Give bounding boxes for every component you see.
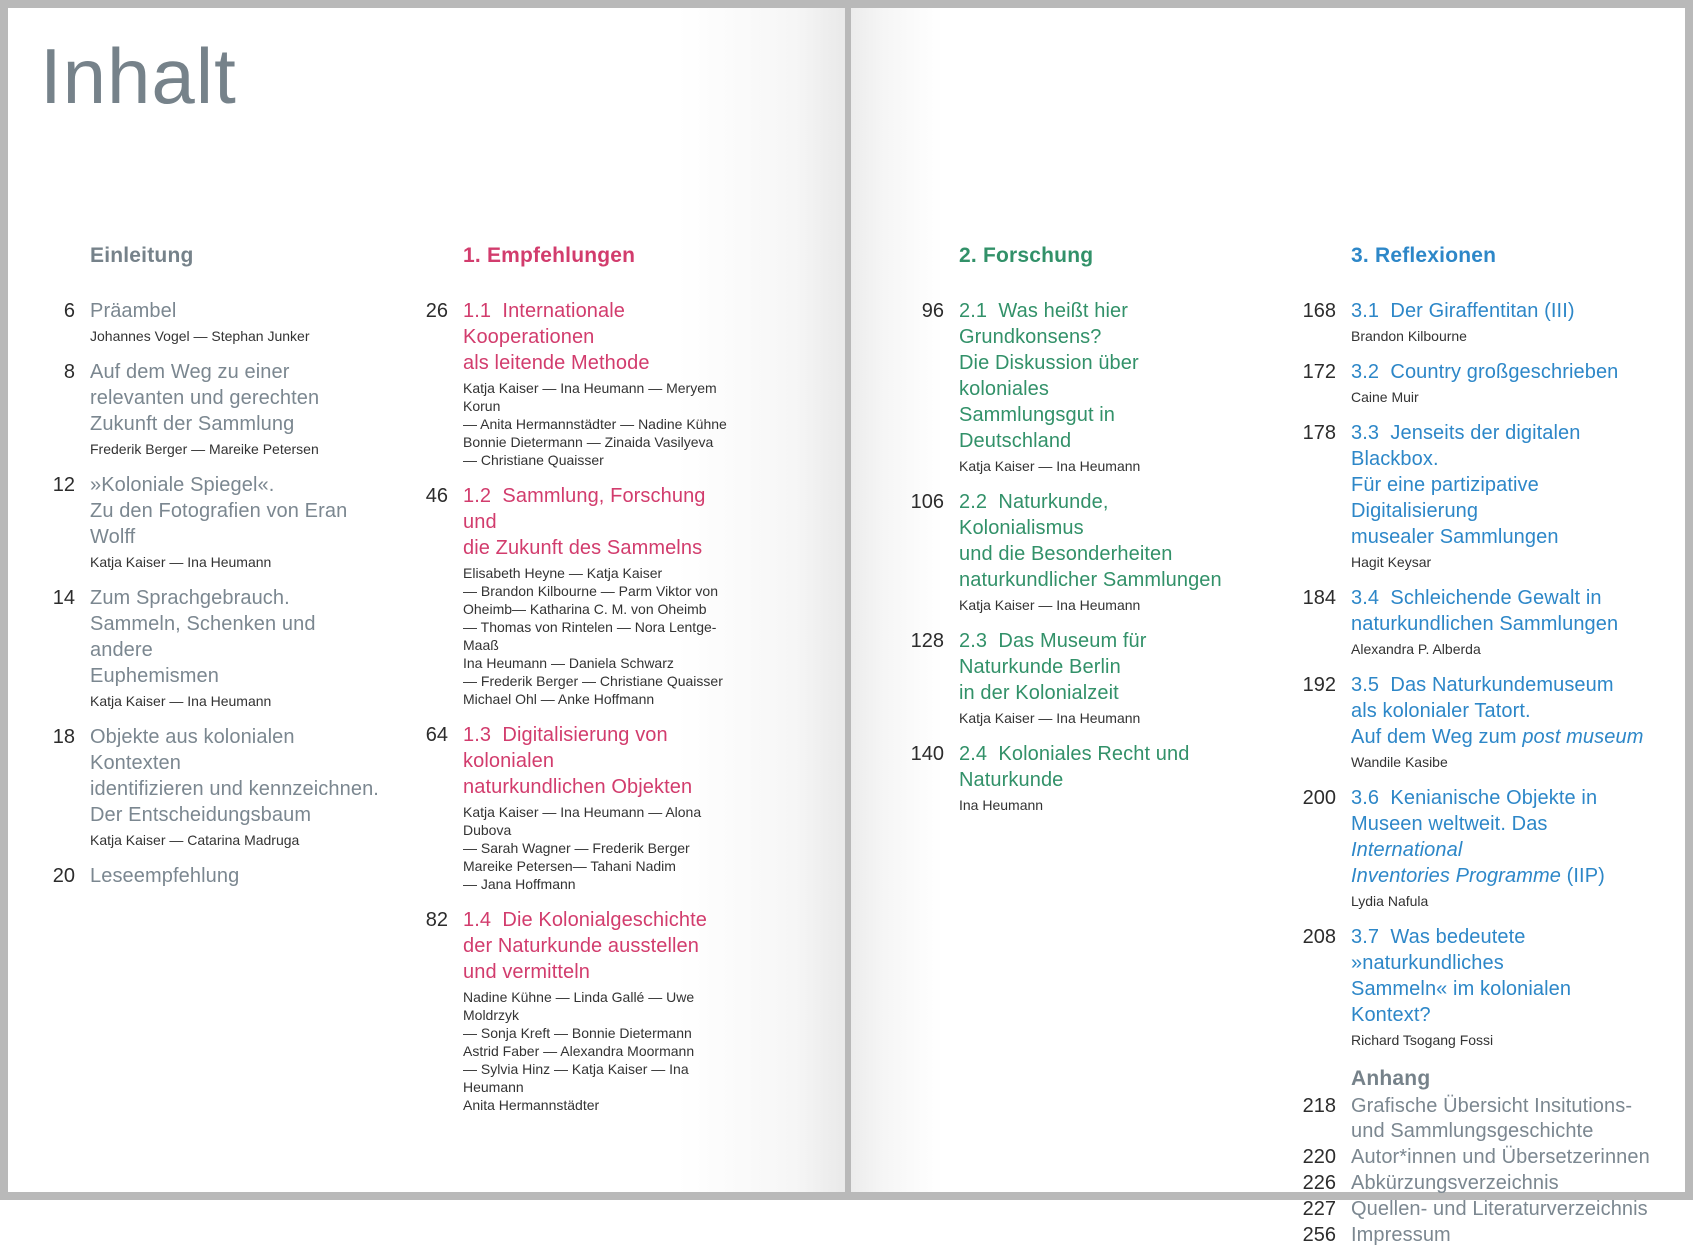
toc-author-line: — Anita Hermannstädter — Nadine Kühne (463, 416, 727, 432)
section-heading: 2. Forschung (959, 244, 1094, 267)
toc-entry-authors (959, 457, 1228, 475)
page-left (8, 8, 845, 1192)
toc-page-number: 168 (1302, 300, 1336, 322)
toc-title-line: 3.7 Was bedeutete »naturkundliches (1351, 926, 1532, 974)
toc-author-line: — Christiane Quaisser (463, 452, 604, 468)
toc-page-number: 96 (921, 300, 944, 322)
toc-page-number: 178 (1302, 422, 1336, 444)
toc-entry-title (90, 298, 379, 324)
toc-author-line: Anita Hermannstädter (463, 1097, 600, 1113)
toc-author-line: Frederik Berger — Mareike Petersen (90, 441, 319, 457)
toc-entry-title (1351, 420, 1650, 550)
toc-author-line: Wandile Kasibe (1351, 754, 1448, 770)
toc-author-line: Oheimb— Katharina C. M. von Oheimb (463, 601, 707, 617)
toc-page-number: 227 (1302, 1198, 1336, 1220)
page-title: Inhalt (40, 32, 237, 120)
toc-entry-title (463, 722, 740, 800)
toc-page-number: 6 (63, 300, 75, 322)
toc-page-number: 64 (425, 724, 448, 746)
toc-entry-body (463, 483, 740, 708)
section-heading: 3. Reflexionen (1351, 244, 1497, 267)
toc-entry-body (463, 907, 740, 1114)
toc-entry (896, 489, 1228, 614)
toc-page-number: 208 (1302, 926, 1336, 948)
page-right (851, 8, 1685, 1246)
toc-page-number: 172 (1302, 361, 1336, 383)
toc-entry-title (90, 359, 379, 437)
toc-title-line: Auf dem Weg zum post museum (1351, 726, 1644, 748)
toc-entry-authors (1351, 892, 1650, 910)
toc-author-line: Nadine Kühne — Linda Gallé — Uwe Moldrzyk (463, 989, 699, 1023)
toc-entry-authors (463, 988, 740, 1114)
toc-page-number: 18 (52, 726, 75, 748)
section-heading: 1. Empfehlungen (463, 244, 636, 267)
toc-title-line: Sammeln, Schenken und andere (90, 613, 322, 661)
toc-author-line: Ina Heumann (959, 797, 1044, 813)
toc-title-line: Der Entscheidungsbaum (90, 804, 312, 826)
toc-page-number: 26 (425, 300, 448, 322)
toc-entry-title (1351, 359, 1650, 385)
toc-title-line: 2.1 Was heißt hier Grundkonsens? (959, 300, 1134, 348)
toc-title-line: 3.3 Jenseits der digitalen Blackbox. (1351, 422, 1587, 470)
toc-entry-body (90, 472, 379, 571)
toc-author-line: Bonnie Dietermann — Zinaida Vasilyeva (463, 434, 714, 450)
toc-entry (400, 722, 740, 893)
toc-entry-body (959, 298, 1228, 475)
toc-entry-title (1351, 585, 1650, 637)
toc-entry-title (1351, 672, 1650, 750)
toc-title-line: 2.2 Naturkunde, Kolonialismus (959, 491, 1115, 539)
toc-entry-body (90, 724, 379, 849)
toc-entry-authors (90, 831, 379, 849)
toc-page-number: 226 (1302, 1172, 1336, 1194)
toc-title-line: Museen weltweit. Das International (1351, 813, 1554, 861)
toc-entry-body (1351, 1223, 1650, 1248)
toc-entry-body (90, 359, 379, 458)
toc-section-empfehlungen (400, 243, 740, 1128)
toc-title-line: »Koloniale Spiegel«. (90, 474, 275, 496)
toc-title-line: 1.4 Die Kolonialgeschichte (463, 909, 707, 931)
toc-entry-authors (463, 564, 740, 708)
toc-entry-title (1351, 1223, 1650, 1248)
toc-entry-body (1351, 1197, 1650, 1222)
toc-entry (27, 298, 379, 345)
toc-entry-title (1351, 298, 1650, 324)
toc-entry-body (1351, 420, 1650, 571)
toc-author-line: Brandon Kilbourne (1351, 328, 1467, 344)
toc-entry (1288, 359, 1650, 406)
toc-author-line: Caine Muir (1351, 389, 1419, 405)
toc-entry-authors (959, 709, 1228, 727)
toc-title-line: identifizieren und kennzeichnen. (90, 778, 379, 800)
toc-page-number: 14 (52, 587, 75, 609)
toc-entry (896, 628, 1228, 727)
toc-author-line: — Frederik Berger — Christiane Quaisser (463, 673, 723, 689)
toc-page-number: 192 (1302, 674, 1336, 696)
toc-entry-body (1351, 672, 1650, 771)
toc-entry-body (1351, 1145, 1650, 1170)
toc-title-line: Quellen- und Literaturverzeichnis (1351, 1198, 1648, 1220)
toc-author-line: — Sonja Kreft — Bonnie Dietermann (463, 1025, 692, 1041)
toc-author-line: Katja Kaiser — Catarina Madruga (90, 832, 300, 848)
toc-entry (400, 298, 740, 469)
toc-entry-authors (1351, 1031, 1650, 1049)
toc-entry-title (1351, 785, 1650, 889)
toc-author-line: Katja Kaiser — Ina Heumann (90, 693, 272, 709)
toc-author-line: Katja Kaiser — Ina Heumann (90, 554, 272, 570)
toc-title-line: die Zukunft des Sammelns (463, 537, 703, 559)
toc-title-line: Auf dem Weg zu einer (90, 361, 290, 383)
toc-entry-title (1351, 1171, 1650, 1196)
toc-title-line: 3.2 Country großgeschrieben (1351, 361, 1619, 383)
toc-entry-body (1351, 785, 1650, 910)
toc-entry (1288, 785, 1650, 910)
toc-author-line: — Jana Hoffmann (463, 876, 576, 892)
toc-entry (27, 359, 379, 458)
toc-author-line: Alexandra P. Alberda (1351, 641, 1481, 657)
toc-entry (27, 472, 379, 571)
toc-title-line: naturkundlichen Objekten (463, 776, 693, 798)
toc-entry-authors (90, 553, 379, 571)
toc-title-line: Autor*innen und Übersetzerinnen (1351, 1146, 1650, 1168)
toc-title-line: naturkundlichen Sammlungen (1351, 613, 1619, 635)
toc-page-number: 218 (1302, 1095, 1336, 1117)
toc-title-line: Leseempfehlung (90, 865, 240, 887)
toc-title-line: 2.3 Das Museum für (959, 630, 1147, 652)
toc-entry-authors (959, 596, 1228, 614)
toc-section-forschung (896, 243, 1228, 828)
toc-entry-body (959, 489, 1228, 614)
toc-section-reflexionen (1288, 243, 1650, 1249)
toc-author-line: Johannes Vogel — Stephan Junker (90, 328, 310, 344)
toc-title-line: und die Besonderheiten (959, 543, 1173, 565)
toc-author-line: Hagit Keysar (1351, 554, 1432, 570)
toc-entry-authors (463, 379, 740, 469)
toc-entry-title (1351, 1197, 1650, 1222)
toc-entry-body (1351, 585, 1650, 658)
toc-entry-authors (1351, 753, 1650, 771)
toc-entry (1288, 298, 1650, 345)
toc-title-line: 3.6 Kenianische Objekte in (1351, 787, 1598, 809)
toc-title-line: Objekte aus kolonialen Kontexten (90, 726, 301, 774)
toc-page-number: 200 (1302, 787, 1336, 809)
toc-entry-body (1351, 359, 1650, 406)
toc-title-line: relevanten und gerechten (90, 387, 320, 409)
toc-author-line: Katja Kaiser — Ina Heumann — Alona Dubova (463, 804, 706, 838)
toc-author-line: Katja Kaiser — Ina Heumann (959, 597, 1141, 613)
toc-title-line: 1.2 Sammlung, Forschung und (463, 485, 712, 533)
toc-page-number: 20 (52, 865, 75, 887)
toc-section-anhang (1288, 1066, 1650, 1248)
toc-entry-authors (1351, 640, 1650, 658)
toc-author-line: Katja Kaiser — Ina Heumann (959, 458, 1141, 474)
toc-title-line: Sammlungsgut in Deutschland (959, 404, 1121, 452)
toc-entry (27, 724, 379, 849)
toc-page-number: 140 (910, 743, 944, 765)
toc-page-number: 256 (1302, 1224, 1336, 1246)
toc-title-line: 2.4 Koloniales Recht und (959, 743, 1190, 765)
toc-title-line: Abkürzungsverzeichnis (1351, 1172, 1559, 1194)
toc-entry-title (90, 585, 379, 689)
toc-title-line: als leitende Methode (463, 352, 650, 374)
toc-entry-authors (1351, 327, 1650, 345)
toc-entry (400, 483, 740, 708)
toc-author-line: Richard Tsogang Fossi (1351, 1032, 1494, 1048)
toc-entry-title (463, 298, 740, 376)
toc-entry-body (1351, 298, 1650, 345)
toc-entry-body (1351, 924, 1650, 1049)
toc-entry-body (90, 863, 379, 889)
toc-entry (27, 585, 379, 710)
toc-entry (896, 298, 1228, 475)
toc-entry (896, 741, 1228, 814)
toc-title-line: Zu den Fotografien von Eran Wolff (90, 500, 353, 548)
toc-page-number: 106 (910, 491, 944, 513)
toc-entry-title (959, 298, 1228, 454)
toc-title-line: Euphemismen (90, 665, 219, 687)
toc-author-line: Ina Heumann — Daniela Schwarz (463, 655, 674, 671)
toc-entry-authors (90, 440, 379, 458)
toc-entry-body (959, 628, 1228, 727)
toc-entry-authors (1351, 388, 1650, 406)
toc-author-line: — Sarah Wagner — Frederik Berger (463, 840, 690, 856)
section-heading: Anhang (1351, 1067, 1431, 1090)
toc-title-line: Zum Sprachgebrauch. (90, 587, 290, 609)
toc-entry-body (463, 722, 740, 893)
toc-entry (1288, 1094, 1650, 1144)
toc-entry (1288, 585, 1650, 658)
toc-entry-body (463, 298, 740, 469)
toc-entry-authors (959, 796, 1228, 814)
toc-title-line: und Sammlungsgeschichte (1351, 1120, 1594, 1142)
toc-author-line: — Thomas von Rintelen — Nora Lentge-Maaß (463, 619, 717, 653)
toc-entry-authors (90, 327, 379, 345)
toc-entry-title (463, 907, 740, 985)
toc-page-number: 128 (910, 630, 944, 652)
toc-entry (1288, 1197, 1650, 1222)
toc-title-line: Grafische Übersicht Insitutions- (1351, 1095, 1633, 1117)
toc-entry-title (959, 489, 1228, 593)
toc-title-line: 3.1 Der Giraffentitan (III) (1351, 300, 1575, 322)
toc-title-line: 1.1 Internationale Kooperationen (463, 300, 631, 348)
toc-entry (400, 907, 740, 1114)
toc-author-line: Elisabeth Heyne — Katja Kaiser (463, 565, 663, 581)
toc-title-line: und vermitteln (463, 961, 591, 983)
toc-page-number: 12 (52, 474, 75, 496)
toc-entry (1288, 924, 1650, 1049)
toc-title-line: Inventories Programme (IIP) (1351, 865, 1605, 887)
toc-title-line: Naturkunde Berlin (959, 656, 1121, 678)
toc-entry (1288, 1145, 1650, 1170)
toc-title-line: Zukunft der Sammlung (90, 413, 295, 435)
toc-entry-body (90, 298, 379, 345)
toc-title-line: Präambel (90, 300, 177, 322)
toc-entry-title (90, 724, 379, 828)
toc-entry-authors (90, 692, 379, 710)
toc-entry-authors (463, 803, 740, 893)
toc-section-einleitung (27, 243, 379, 903)
toc-title-line: Naturkunde (959, 769, 1064, 791)
toc-title-line: Impressum (1351, 1224, 1451, 1246)
toc-title-line: musealer Sammlungen (1351, 526, 1559, 548)
section-heading: Einleitung (90, 244, 194, 267)
toc-title-line: Für eine partizipative Digitalisierung (1351, 474, 1545, 522)
toc-entry (1288, 420, 1650, 571)
toc-author-line: Astrid Faber — Alexandra Moormann (463, 1043, 695, 1059)
toc-entry-body (1351, 1171, 1650, 1196)
toc-entry-title (1351, 924, 1650, 1028)
toc-title-line: 1.3 Digitalisierung von kolonialen (463, 724, 674, 772)
toc-title-line: Sammeln« im kolonialen Kontext? (1351, 978, 1577, 1026)
toc-title-line: Die Diskussion über koloniales (959, 352, 1145, 400)
toc-title-line: 3.4 Schleichende Gewalt in (1351, 587, 1602, 609)
toc-entry-title (959, 628, 1228, 706)
toc-entry-title (1351, 1145, 1650, 1170)
toc-author-line: Katja Kaiser — Ina Heumann (959, 710, 1141, 726)
toc-title-line: 3.5 Das Naturkundemuseum (1351, 674, 1614, 696)
toc-author-line: — Brandon Kilbourne — Parm Viktor von (463, 583, 718, 599)
toc-author-line: — Sylvia Hinz — Katja Kaiser — Ina Heumann (463, 1061, 693, 1095)
toc-entry-body (959, 741, 1228, 814)
toc-entry (1288, 1171, 1650, 1196)
toc-title-line: naturkundlicher Sammlungen (959, 569, 1222, 591)
toc-entry-title (90, 863, 379, 889)
toc-entry-body (90, 585, 379, 710)
toc-title-line: der Naturkunde ausstellen (463, 935, 699, 957)
toc-entry-title (1351, 1094, 1650, 1144)
toc-page-number: 220 (1302, 1146, 1336, 1168)
toc-entry (1288, 672, 1650, 771)
toc-author-line: Lydia Nafula (1351, 893, 1429, 909)
toc-entry (1288, 1223, 1650, 1248)
toc-page-number: 8 (63, 361, 75, 383)
toc-title-line: in der Kolonialzeit (959, 682, 1119, 704)
toc-author-line: Michael Ohl — Anke Hoffmann (463, 691, 655, 707)
toc-author-line: Katja Kaiser — Ina Heumann — Meryem Korun (463, 380, 721, 414)
toc-entry-title (463, 483, 740, 561)
toc-page-number: 46 (425, 485, 448, 507)
toc-page-number: 184 (1302, 587, 1336, 609)
toc-entry (27, 863, 379, 889)
toc-entry-title (90, 472, 379, 550)
toc-entry-authors (1351, 553, 1650, 571)
toc-page-number: 82 (425, 909, 448, 931)
toc-title-line: als kolonialer Tatort. (1351, 700, 1531, 722)
toc-entry-title (959, 741, 1228, 793)
toc-entry-body (1351, 1094, 1650, 1144)
toc-author-line: Mareike Petersen— Tahani Nadim (463, 858, 676, 874)
